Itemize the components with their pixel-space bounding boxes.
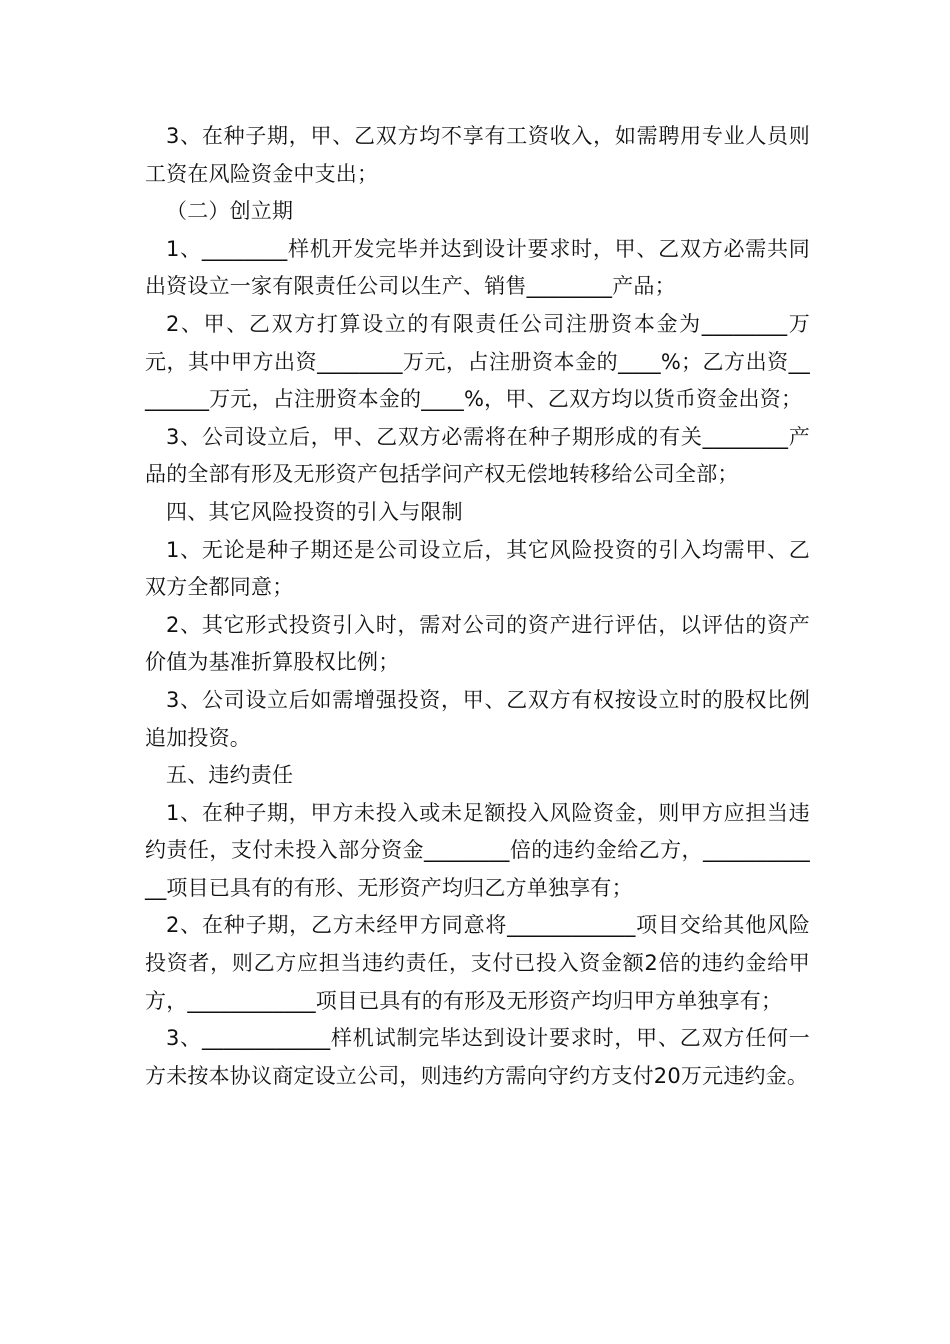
section-heading-founding: （二）创立期 <box>166 199 294 224</box>
clause-party-b-breach: 2、在种子期，乙方未经甲方同意将____________项目交给其他风险投资者，则乙方应担当违约责任，支付已投入资金额2倍的违约金给甲方，____________项目已具有的有形及无形资产均归甲方单独享有； <box>145 913 810 1013</box>
section-heading-liability: 五、违约责任 <box>166 763 294 788</box>
clause-investment-consent: 1、无论是种子期还是公司设立后，其它风险投资的引入均需甲、乙双方全都同意； <box>145 537 810 600</box>
clause-prototype-company: 1、________样机开发完毕并达到设计要求时，甲、乙双方必需共同出资设立一家有限责任公司以生产、销售________产品； <box>145 236 810 299</box>
clause-additional-investment: 3、公司设立后如需增强投资，甲、乙双方有权按设立时的股权比例追加投资。 <box>145 687 810 750</box>
clause-registered-capital: 2、甲、乙双方打算设立的有限责任公司注册资本金为________万元，其中甲方出资________万元，占注册资本金的____%；乙方出资________万元，占注册资本金的____%，甲、乙双方均以货币资金出资； <box>145 311 810 412</box>
clause-seed-salary: 3、在种子期，甲、乙双方均不享有工资收入，如需聘用专业人员则工资在风险资金中支出； <box>145 124 810 186</box>
section-heading-other-investment: 四、其它风险投资的引入与限制 <box>166 499 463 524</box>
clause-party-a-breach: 1、在种子期，甲方未投入或未足额投入风险资金，则甲方应担当违约责任，支付未投入部分资金________倍的违约金给乙方，____________项目已具有的有形、无形资产均归乙方单独享有； <box>145 800 810 900</box>
document-body <box>145 118 810 1095</box>
clause-company-setup-breach: 3、____________样机试制完毕达到设计要求时，甲、乙双方任何一方未按本协议商定设立公司，则违约方需向守约方支付20万元违约金。 <box>145 1026 810 1088</box>
clause-asset-evaluation: 2、其它形式投资引入时，需对公司的资产进行评估，以评估的资产价值为基准折算股权比例； <box>145 612 810 675</box>
clause-asset-transfer: 3、公司设立后，甲、乙双方必需将在种子期形成的有关________产品的全部有形及无形资产包括学问产权无偿地转移给公司全部； <box>145 424 810 487</box>
